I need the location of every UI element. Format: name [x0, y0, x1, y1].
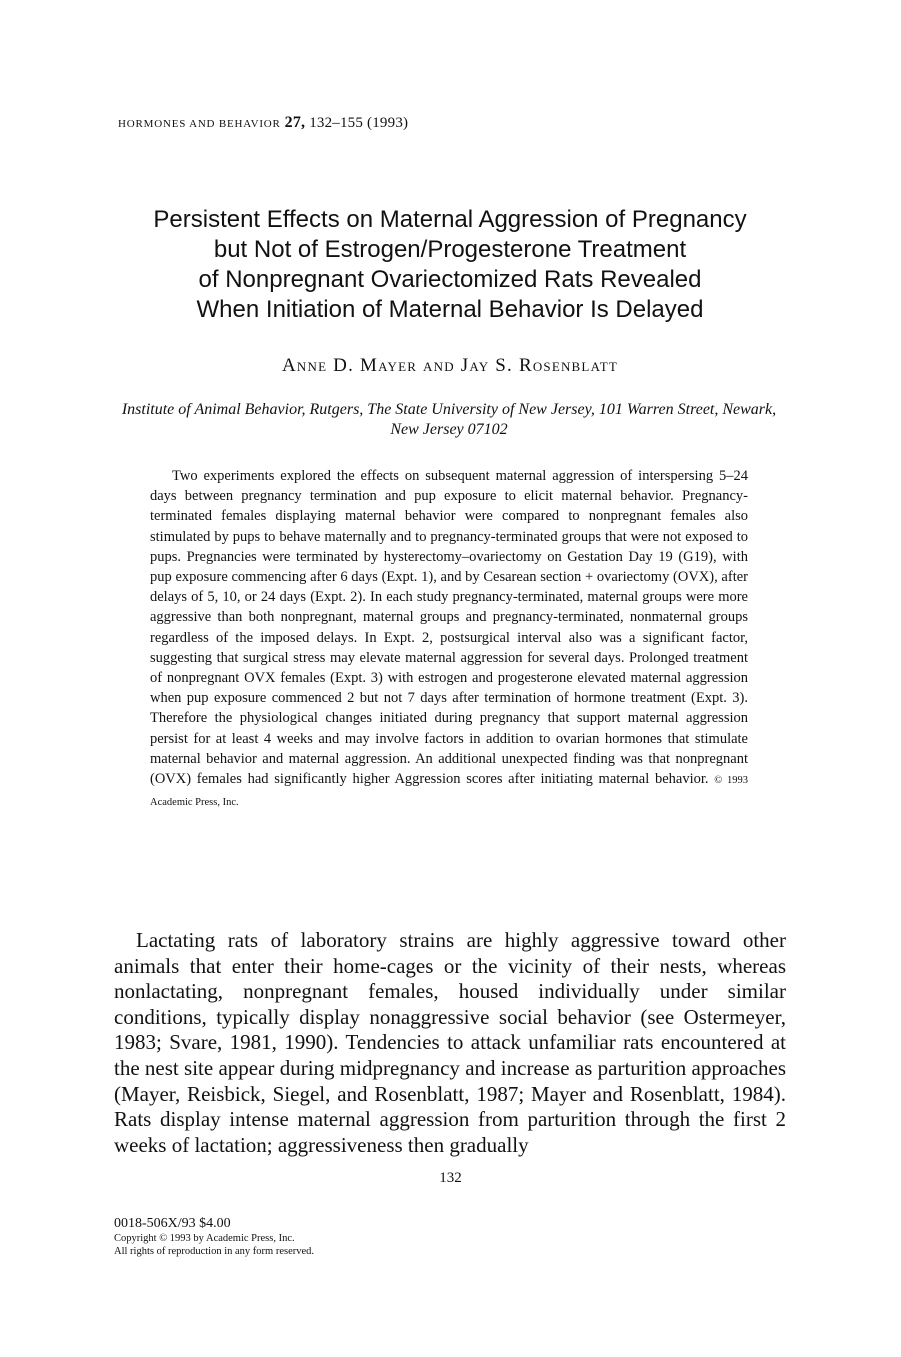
journal-name: HORMONES AND BEHAVIOR: [118, 118, 281, 130]
page-number: 132: [439, 1170, 462, 1186]
footer: [114, 1215, 314, 1258]
article-title: [110, 205, 790, 325]
issn-price: 0018-506X/93 $4.00: [114, 1216, 231, 1231]
title-line: but Not of Estrogen/Progesterone Treatment: [213, 236, 687, 263]
title-line: Persistent Effects on Maternal Aggression of Pregnancy: [153, 206, 747, 233]
journal-volume: 27,: [284, 114, 306, 131]
title-line: When Initiation of Maternal Behavior Is Delayed: [196, 296, 704, 323]
journal-pages: 132–155 (1993): [309, 115, 409, 131]
title-line: of Nonpregnant Ovariectomized Rats Revealed: [198, 266, 702, 293]
authors: Anne D. Mayer and Jay S. Rosenblatt: [281, 355, 619, 376]
affiliation: Institute of Animal Behavior, Rutgers, The State University of New Jersey, 101 Warren Street, Newark, New Jersey 07102: [121, 401, 777, 438]
footer-copyright: Copyright © 1993 by Academic Press, Inc.: [114, 1233, 295, 1244]
abstract-text: Two experiments explored the effects on subsequent maternal aggression of interspersing 5–24 days between pregnancy termination and pup exposure to elicit maternal behavior. Pregnancy-terminated females displaying maternal behavior were compared to nonpregnant females also stimulated by pups to behave maternally and to pregnancy-terminated groups that were not exposed to pups. Pregnancies were terminated by hysterectomy–ovariectomy on Gestation Day 19 (G19), with pup exposure commencing after 6 days (Expt. 1), and by Cesarean section + ovariectomy (OVX), after delays of 5, 10, or 24 days (Expt. 2). In each study pregnancy-terminated, maternal groups were more aggressive than both nonpregnant, maternal groups and pregnancy-terminated, nonmaternal groups regardless of the imposed delays. In Expt. 2, postsurgical interval also was a significant factor, suggesting that surgical stress may elevate maternal aggression for several days. Prolonged treatment of nonpregnant OVX females (Expt. 3) with estrogen and progesterone elevated maternal aggression when pup exposure commenced 2 but not 7 days after termination of hormone treatment (Expt. 3). Therefore the physiological changes initiated during pregnancy that support maternal aggression persist for at least 4 weeks and may involve factors in addition to ovarian hormones that stimulate maternal behavior and maternal aggression. An additional unexpected finding was that nonpregnant (OVX) females had significantly higher Aggression scores after initiating maternal behavior.: [150, 468, 748, 788]
body-paragraph: Lactating rats of laboratory strains are highly aggressive toward other animals that enter their home-cages or the vicinity of their nests, whereas nonlactating, nonpregnant females, housed individually under similar conditions, typically display nonaggressive social behavior (see Ostermeyer, 1983; Svare, 1981, 1990). Tendencies to attack unfamiliar rats encountered at the nest site appear during midpregnancy and increase as parturition approaches (Mayer, Reisbick, Siegel, and Rosenblatt, 1987; Mayer and Rosenblatt, 1984). Rats display intense maternal aggression from parturition through the first 2 weeks of lactation; aggressiveness then gradually: [114, 928, 786, 1157]
abstract-copyright: © 1993 Academic Press, Inc.: [150, 775, 748, 809]
running-head: [118, 114, 408, 132]
abstract: [150, 466, 748, 813]
footer-rights: All rights of reproduction in any form reserved.: [114, 1246, 315, 1257]
